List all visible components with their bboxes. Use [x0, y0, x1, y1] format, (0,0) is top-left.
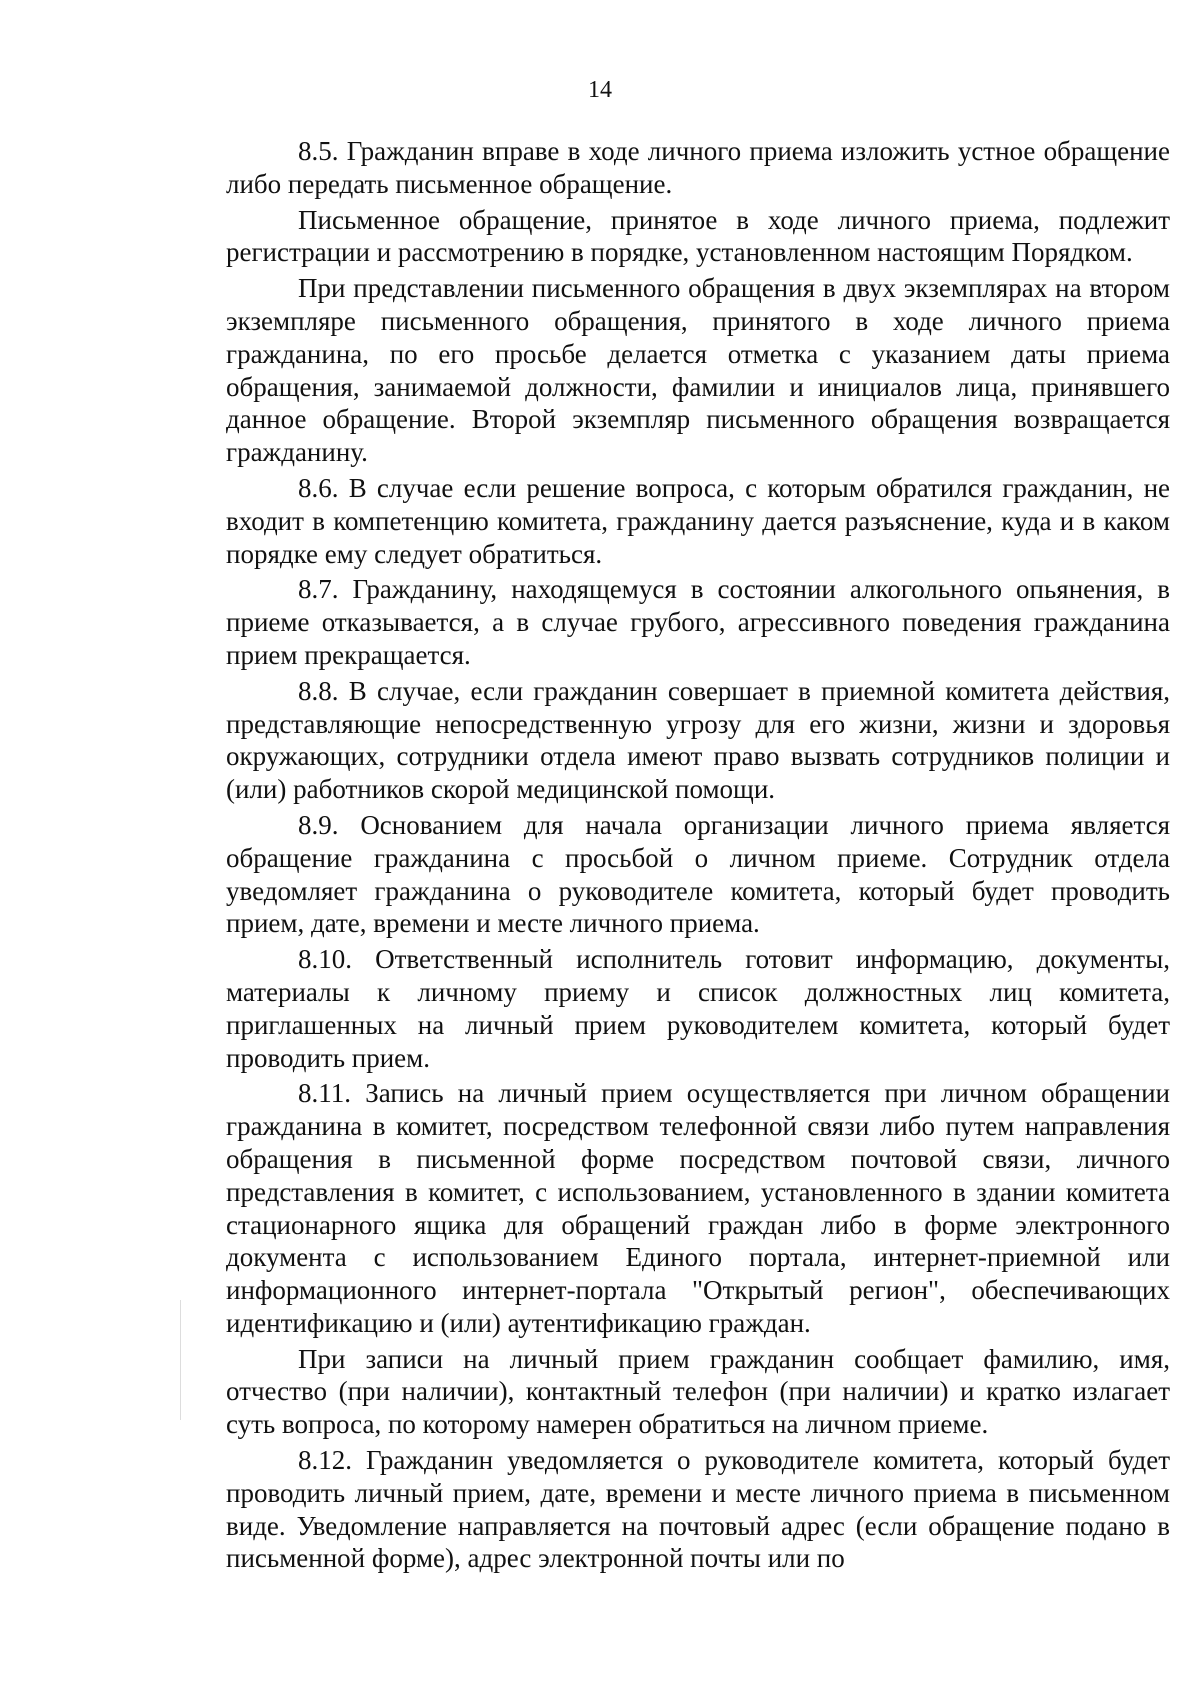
scan-margin-mark	[180, 1300, 181, 1420]
paragraph-written-appeal-registration: Письменное обращение, принятое в ходе личного приема, подлежит регистрации и рассмотрению в порядке, установленном настоящим Порядком.	[226, 204, 1170, 268]
paragraph-8-9: 8.9. Основанием для начала организации личного приема является обращение гражданина с просьбой о личном приеме. Сотрудник отдела уведомляет гражданина о руководителе комитета, который будет проводить прием, дате, времени и месте личного приема.	[226, 809, 1170, 939]
paragraph-8-6: 8.6. В случае если решение вопроса, с которым обратился гражданин, не входит в компетенцию комитета, гражданину дается разъяснение, куда и в каком порядке ему следует обратиться.	[226, 472, 1170, 569]
paragraph-appointment-details: При записи на личный прием гражданин сообщает фамилию, имя, отчество (при наличии), контактный телефон (при наличии) и кратко излагает суть вопроса, по которому намерен обратиться на личном приеме.	[226, 1343, 1170, 1440]
paragraph-8-8: 8.8. В случае, если гражданин совершает в приемной комитета действия, представляющие непосредственную угрозу для его жизни, жизни и здоровья окружающих, сотрудники отдела имеют право вызвать сотрудников полиции и (или) работников скорой медицинской помощи.	[226, 675, 1170, 805]
paragraph-8-5: 8.5. Гражданин вправе в ходе личного приема изложить устное обращение либо передать письменное обращение.	[226, 136, 1170, 199]
paragraph-8-10: 8.10. Ответственный исполнитель готовит информацию, документы, материалы к личному приему и список должностных лиц комитета, приглашенных на личный прием руководителем комитета, который будет проводить прием.	[226, 944, 1170, 1073]
paragraph-two-copies: При представлении письменного обращения в двух экземплярах на втором экземпляре письменного обращения, принятого в ходе личного приема гражданина, по его просьбе делается отметка с указанием даты приема обращения, занимаемой должности, фамилии и инициалов лица, принявшего данное обращение. Второй экземпляр письменного обращения возвращается гражданину.	[226, 273, 1170, 468]
paragraph-8-7: 8.7. Гражданину, находящемуся в состоянии алкогольного опьянения, в приеме отказывается, а в случае грубого, агрессивного поведения гражданина прием прекращается.	[226, 574, 1170, 670]
paragraph-8-12: 8.12. Гражданин уведомляется о руководителе комитета, который будет проводить личный прием, дате, времени и месте личного приема в письменном виде. Уведомление направляется на почтовый адрес (если обращение подано в письменной форме), адрес электронной почты или по	[226, 1445, 1170, 1574]
document-body	[226, 135, 1170, 1578]
page-number: 14	[588, 77, 612, 103]
paragraph-8-11: 8.11. Запись на личный прием осуществляется при личном обращении гражданина в комитет, посредством телефонной связи либо путем направления обращения в письменной форме посредством почтовой связи, личного представления в комитет, с использованием, установленного в здании комитета стационарного ящика для обращений граждан либо в форме электронного документа с использованием Единого портала, интернет-приемной или информационного интернет-портала "Открытый регион", обеспечивающих идентификацию и (или) аутентификацию граждан.	[226, 1078, 1170, 1338]
